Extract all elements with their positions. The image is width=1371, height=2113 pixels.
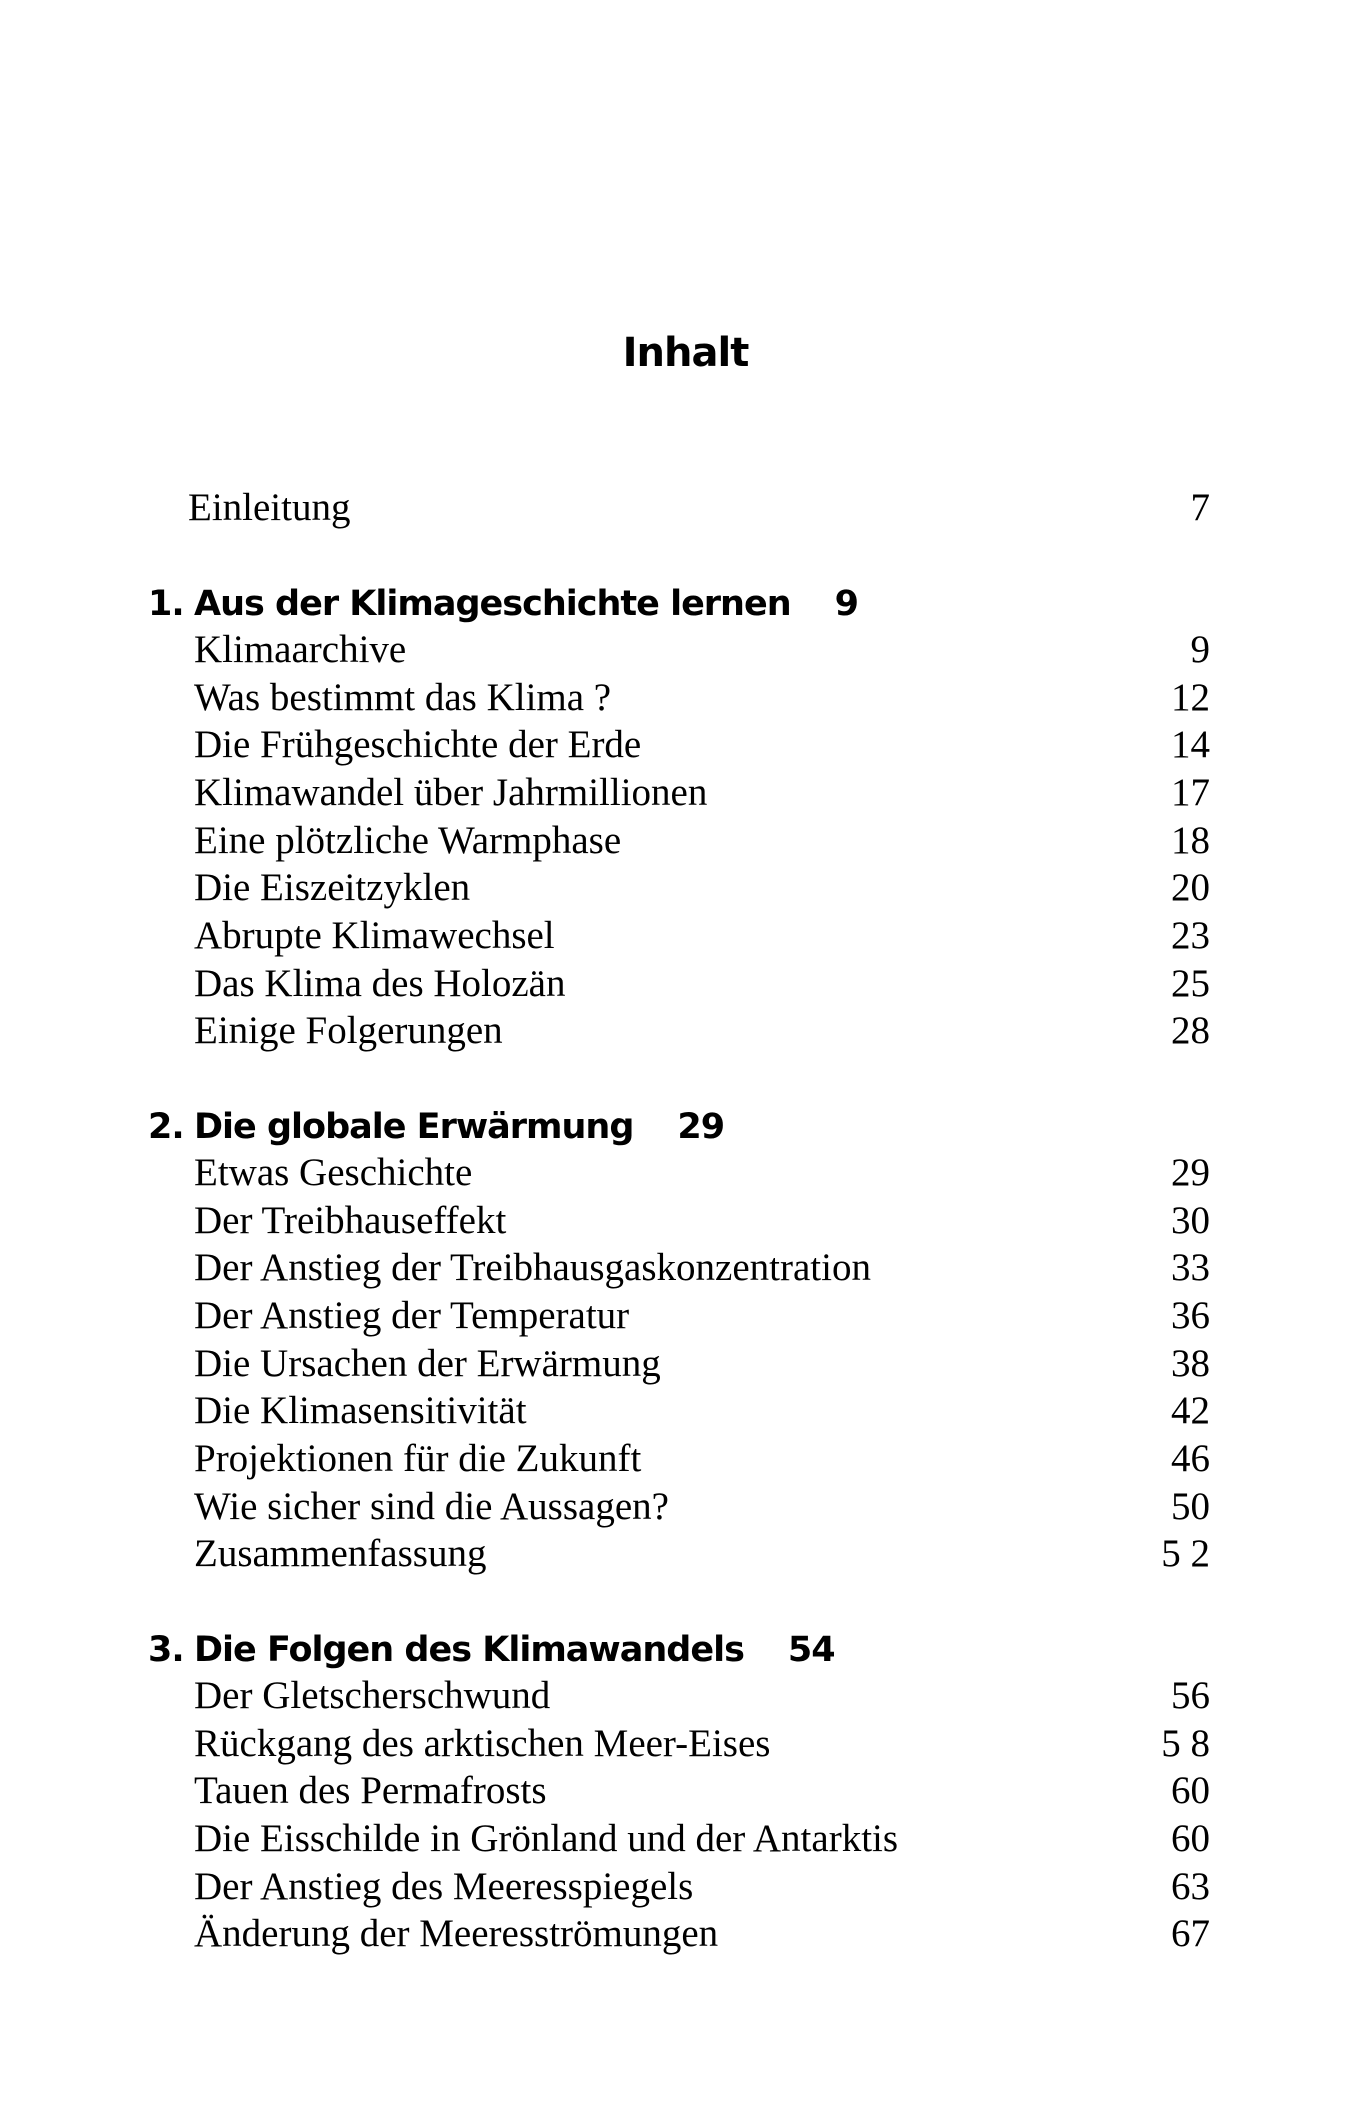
chapter-page: 9	[834, 584, 858, 624]
toc-entry-page: 46	[1171, 1437, 1210, 1480]
toc-entry-title: Die Frühgeschichte der Erde	[194, 723, 642, 766]
toc-entry[interactable]	[0, 1197, 1371, 1245]
toc-entry-title: Was bestimmt das Klima ?	[194, 676, 612, 719]
toc-entry-page: 17	[1171, 771, 1210, 814]
toc-entry-title: Projektionen für die Zukunft	[194, 1437, 642, 1480]
toc-entry-page: 7	[1190, 486, 1210, 529]
toc-entry-page: 20	[1171, 866, 1210, 909]
toc-entry[interactable]	[0, 1720, 1371, 1768]
chapter-heading-3[interactable]	[148, 1624, 835, 1676]
toc-entry-title: Wie sicher sind die Aussagen?	[194, 1485, 669, 1528]
toc-entry[interactable]	[0, 721, 1371, 769]
toc-entry-title: Klimawandel über Jahrmillionen	[194, 771, 708, 814]
toc-entry-title: Die Eiszeitzyklen	[194, 866, 471, 909]
toc-entry-page: 60	[1171, 1817, 1210, 1860]
toc-entry[interactable]	[0, 1435, 1371, 1483]
toc-entry-title: Das Klima des Holozän	[194, 962, 566, 1005]
toc-entry-title: Klimaarchive	[194, 628, 407, 671]
toc-entry-title: Der Anstieg des Meeresspiegels	[194, 1865, 694, 1908]
toc-entry[interactable]	[0, 1244, 1371, 1292]
toc-entry[interactable]	[0, 864, 1371, 912]
toc-entry-page: 67	[1171, 1912, 1210, 1955]
toc-entry-page: 18	[1171, 819, 1210, 862]
toc-entry-intro[interactable]	[0, 484, 1371, 532]
chapter-heading-1[interactable]	[148, 578, 858, 630]
toc-entry[interactable]	[0, 1767, 1371, 1815]
toc-entry-title: Abrupte Klimawechsel	[194, 914, 555, 957]
toc-entry[interactable]	[0, 1863, 1371, 1911]
toc-entry-title: Zusammenfassung	[194, 1532, 487, 1575]
toc-entry-title: Etwas Geschichte	[194, 1151, 473, 1194]
toc-entry-title: Tauen des Permafrosts	[194, 1769, 547, 1812]
toc-entry-page: 23	[1171, 914, 1210, 957]
chapter-page: 29	[677, 1107, 725, 1147]
chapter-title: Die Folgen des Klimawandels	[194, 1630, 744, 1670]
toc-entry[interactable]	[0, 1149, 1371, 1197]
toc-entry-page: 14	[1171, 723, 1210, 766]
chapter-title: Aus der Klimageschichte lernen	[194, 584, 791, 624]
toc-entry-page: 25	[1171, 962, 1210, 1005]
toc-entry[interactable]	[0, 960, 1371, 1008]
toc-entry-page: 56	[1171, 1674, 1210, 1717]
chapter-heading-2[interactable]	[148, 1101, 724, 1153]
toc-entry[interactable]	[0, 1530, 1371, 1578]
toc-entry-title: Die Eisschilde in Grönland und der Antarktis	[194, 1817, 899, 1860]
toc-entry-page: 5 8	[1161, 1722, 1210, 1765]
toc-entry[interactable]	[0, 1340, 1371, 1388]
toc-entry-page: 30	[1171, 1199, 1210, 1242]
toc-entry[interactable]	[0, 1292, 1371, 1340]
toc-entry-page: 12	[1171, 676, 1210, 719]
toc-entry-page: 33	[1171, 1246, 1210, 1289]
toc-entry[interactable]	[0, 1815, 1371, 1863]
toc-entry-page: 28	[1171, 1009, 1210, 1052]
toc-entry-page: 60	[1171, 1769, 1210, 1812]
toc-entry-title: Die Klimasensitivität	[194, 1389, 527, 1432]
toc-entry[interactable]	[0, 1910, 1371, 1958]
toc-entry[interactable]	[0, 1007, 1371, 1055]
toc-entry-page: 63	[1171, 1865, 1210, 1908]
toc-entry[interactable]	[0, 1483, 1371, 1531]
toc-entry-page: 5 2	[1161, 1532, 1210, 1575]
toc-entry-page: 42	[1171, 1389, 1210, 1432]
toc-entry-title: Einleitung	[188, 486, 351, 529]
toc-entry-title: Einige Folgerungen	[194, 1009, 503, 1052]
toc-entry-title: Der Anstieg der Treibhausgaskonzentration	[194, 1246, 871, 1289]
toc-entry-title: Eine plötzliche Warmphase	[194, 819, 622, 862]
toc-entry-page: 9	[1190, 628, 1210, 671]
toc-entry-title: Rückgang des arktischen Meer-Eises	[194, 1722, 771, 1765]
toc-entry[interactable]	[0, 1672, 1371, 1720]
toc-entry[interactable]	[0, 817, 1371, 865]
chapter-number: 3.	[148, 1630, 184, 1670]
toc-entry-title: Die Ursachen der Erwärmung	[194, 1342, 661, 1385]
toc-entry[interactable]	[0, 769, 1371, 817]
toc-entry-title: Änderung der Meeresströmungen	[194, 1912, 719, 1955]
chapter-number: 1.	[148, 584, 184, 624]
toc-entry[interactable]	[0, 912, 1371, 960]
chapter-page: 54	[787, 1630, 835, 1670]
toc-entry[interactable]	[0, 1387, 1371, 1435]
toc-entry-page: 29	[1171, 1151, 1210, 1194]
toc-entry[interactable]	[0, 626, 1371, 674]
chapter-title: Die globale Erwärmung	[194, 1107, 634, 1147]
toc-entry-page: 38	[1171, 1342, 1210, 1385]
toc-entry[interactable]	[0, 674, 1371, 722]
chapter-number: 2.	[148, 1107, 184, 1147]
toc-entry-page: 36	[1171, 1294, 1210, 1337]
toc-entry-title: Der Gletscherschwund	[194, 1674, 551, 1717]
toc-entry-title: Der Treibhauseffekt	[194, 1199, 507, 1242]
toc-entry-page: 50	[1171, 1485, 1210, 1528]
page-title: Inhalt	[622, 330, 749, 376]
toc-entry-title: Der Anstieg der Temperatur	[194, 1294, 630, 1337]
